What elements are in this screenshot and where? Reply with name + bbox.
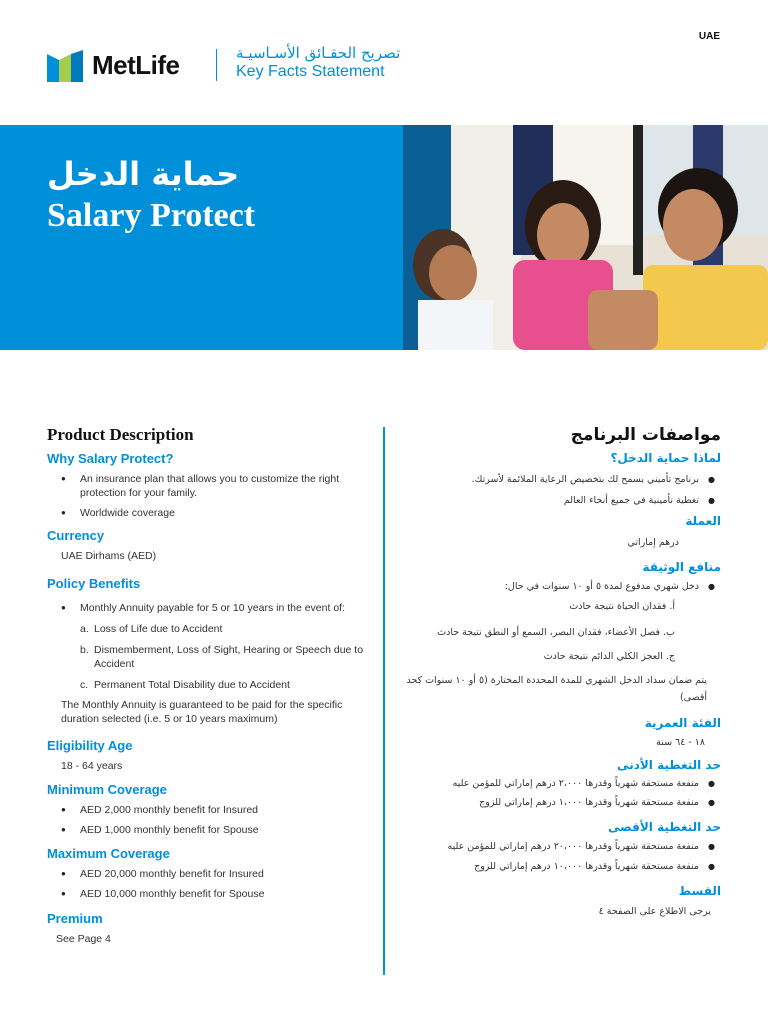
english-column [47, 425, 367, 946]
minimum-coverage-list-arabic [400, 777, 721, 810]
product-title: Salary Protect [47, 197, 256, 234]
minimum-coverage-heading-arabic: حد التغطية الأدنى [617, 758, 721, 772]
benefit-sub-item: ج. العجز الكلي الدائم نتيجة حادث [543, 651, 675, 662]
maximum-coverage-heading: Maximum Coverage [47, 846, 170, 861]
key-facts-title: Key Facts Statement [236, 63, 385, 80]
list-item: ● منفعة مستحقة شهرياً وقدرها ٢٠،٠٠٠ درهم إماراتي للمؤمن عليه [400, 840, 721, 854]
list-item: ● AED 10,000 monthly benefit for Spouse [47, 887, 367, 901]
benefit-sub-item: b. Dismemberment, Loss of Sight, Hearing or Speech due to Accident [80, 644, 364, 670]
currency-value: UAE Dirhams (AED) [61, 550, 157, 562]
minimum-coverage-heading: Minimum Coverage [47, 782, 167, 797]
list-item: ● Monthly Annuity payable for 5 or 10 years in the event of: [47, 601, 367, 615]
currency-value-arabic: درهم إماراتي [627, 537, 679, 548]
product-description-heading: Product Description [47, 425, 194, 444]
why-list [47, 472, 367, 520]
benefits-list [47, 601, 367, 615]
benefit-sub-item: a. Loss of Life due to Accident [80, 623, 223, 635]
benefits-note-arabic: يتم ضمان سداد الدخل الشهري للمدة المحددة المختارة (٥ أو ١٠ سنوات كحد أقصى) [406, 675, 707, 703]
list-item: ● منفعة مستحقة شهرياً وقدرها ١٠،٠٠٠ درهم إماراتي للزوج [400, 860, 721, 874]
brand-name: MetLife [92, 50, 180, 80]
minimum-coverage-list [47, 803, 367, 837]
family-photo [403, 125, 768, 350]
country-label: UAE [698, 31, 720, 42]
list-item: ● منفعة مستحقة شهرياً وقدرها ١،٠٠٠ درهم إماراتي للزوج [400, 796, 721, 810]
eligibility-age-value-arabic: ١٨ - ٦٤ سنة [656, 737, 705, 748]
premium-heading: Premium [47, 911, 103, 926]
hero-banner [0, 125, 768, 350]
list-item: ● تغطية تأمينية في جميع أنحاء العالم [400, 494, 721, 508]
list-item: ● منفعة مستحقة شهرياً وقدرها ٢،٠٠٠ درهم إماراتي للمؤمن عليه [400, 777, 721, 791]
benefit-sub-item: أ. فقدان الحياة نتيجة حادث [569, 601, 675, 612]
benefits-list-arabic [400, 580, 721, 594]
why-salary-protect-heading: Why Salary Protect? [47, 451, 174, 466]
premium-value-arabic: يرجى الاطلاع على الصفحة ٤ [598, 906, 711, 917]
program-features-heading: مواصفات البرنامج [570, 425, 721, 445]
header-divider [216, 49, 217, 81]
premium-value: See Page 4 [56, 933, 111, 945]
policy-benefits-heading-arabic: منافع الوثيقة [642, 560, 721, 574]
premium-heading-arabic: القسط [678, 884, 721, 898]
column-divider [383, 427, 385, 975]
benefit-sub-item: ب. فصل الأعضاء، فقدان البصر، السمع أو النطق نتيجة حادث [437, 627, 675, 638]
metlife-logo-icon [47, 50, 83, 82]
maximum-coverage-list [47, 867, 367, 901]
maximum-coverage-list-arabic [400, 840, 721, 874]
why-salary-protect-heading-arabic: لماذا حماية الدخل؟ [610, 451, 721, 465]
eligibility-age-heading: Eligibility Age [47, 738, 133, 753]
list-item: ● برنامج تأميني يسمح لك بتخصيص الرعاية الملائمة لأسرتك. [400, 473, 721, 487]
list-item: ● AED 1,000 monthly benefit for Spouse [47, 823, 367, 837]
benefit-sub-item: c. Permanent Total Disability due to Accident [80, 679, 290, 691]
product-title-arabic: حماية الدخل [47, 155, 240, 193]
list-item: ● دخل شهري مدفوع لمدة ٥ أو ١٠ سنوات في حال: [400, 580, 721, 594]
benefits-note: The Monthly Annuity is guaranteed to be paid for the specific duration selected (i.e. 5 or 10 years maximum) [61, 699, 343, 725]
list-item: ● AED 2,000 monthly benefit for Insured [47, 803, 367, 817]
why-list-arabic [400, 473, 721, 508]
key-facts-title-arabic: تصريح الحقـائق الأسـاسيـة [236, 44, 401, 62]
policy-benefits-heading: Policy Benefits [47, 576, 141, 591]
currency-heading: Currency [47, 528, 105, 543]
list-item: ● An insurance plan that allows you to customize the right protection for your family. [47, 472, 367, 500]
maximum-coverage-heading-arabic: حد التغطية الأقصى [608, 820, 721, 834]
eligibility-age-value: 18 - 64 years [61, 760, 123, 772]
list-item: ● Worldwide coverage [47, 506, 367, 520]
eligibility-age-heading-arabic: الفئة العمرية [644, 716, 721, 730]
family-photo-illustration [403, 125, 768, 350]
currency-heading-arabic: العملة [685, 514, 721, 528]
list-item: ● AED 20,000 monthly benefit for Insured [47, 867, 367, 881]
arabic-column [400, 425, 721, 919]
header [0, 0, 768, 125]
